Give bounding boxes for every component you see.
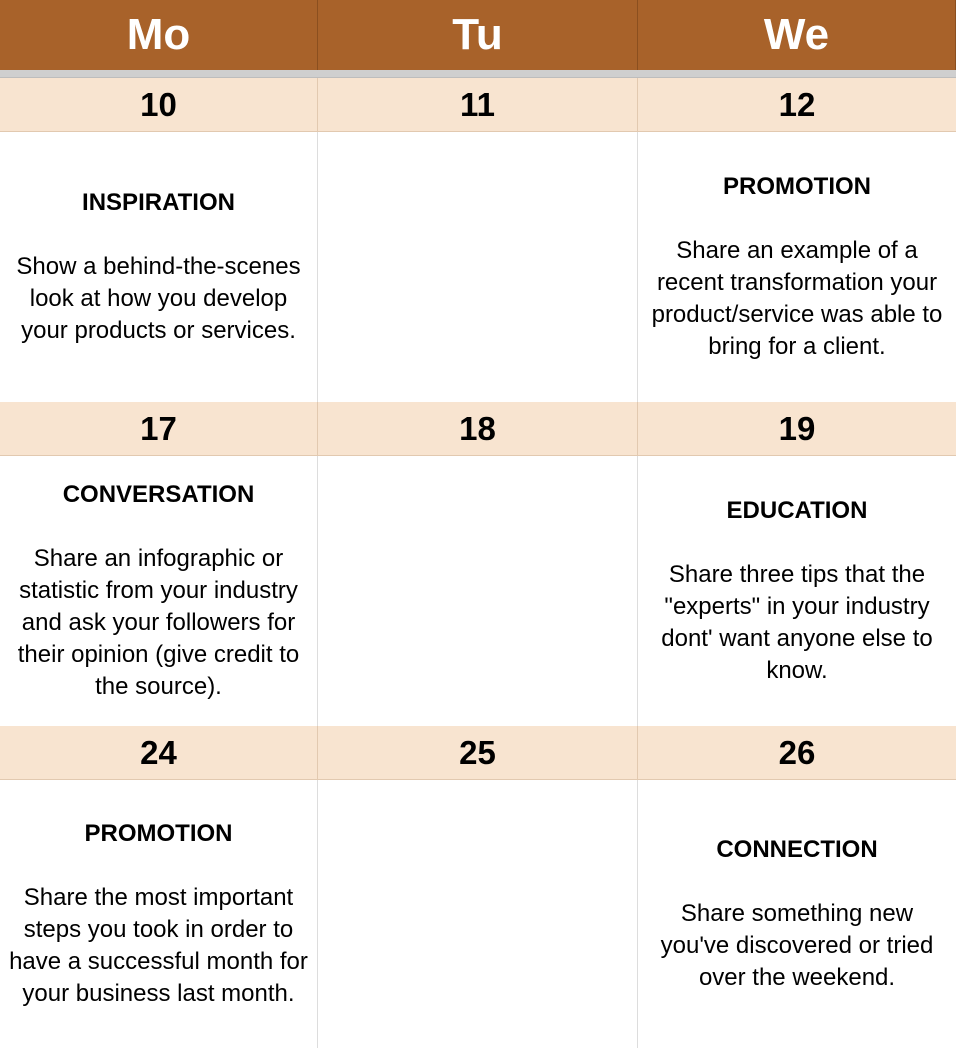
date-cell[interactable]: 17 [0,402,318,456]
content-cell-empty[interactable] [318,780,638,1048]
date-cell[interactable]: 25 [318,726,638,780]
content-cell-empty[interactable] [318,132,638,402]
post-description: Share three tips that the "experts" in your industry dont' want anyone else to know. [661,561,933,684]
date-cell[interactable]: 11 [318,78,638,132]
header-separator [0,70,956,78]
post-description: Share an example of a recent transformation your product/service was able to bring for a client. [651,237,943,360]
day-header-wednesday: We [638,0,956,70]
day-header-monday: Mo [0,0,318,70]
content-cell[interactable] [638,132,956,402]
post-description: Share an infographic or statistic from your industry and ask your followers for their opinion (give credit to the source). [17,545,300,700]
day-header-tuesday: Tu [318,0,638,70]
date-cell[interactable]: 26 [638,726,956,780]
date-cell[interactable]: 19 [638,402,956,456]
date-cell[interactable]: 12 [638,78,956,132]
content-cell[interactable] [0,456,318,726]
content-cell[interactable] [638,456,956,726]
content-cell-empty[interactable] [318,456,638,726]
content-cell[interactable] [638,780,956,1048]
date-cell[interactable]: 24 [0,726,318,780]
date-cell[interactable]: 10 [0,78,318,132]
post-category: PROMOTION [723,173,871,200]
content-cell[interactable] [0,780,318,1048]
post-category: INSPIRATION [82,189,235,216]
post-category: PROMOTION [84,820,233,847]
post-description: Share something new you've discovered or tried over the weekend. [660,900,934,991]
date-cell[interactable]: 18 [318,402,638,456]
post-category: EDUCATION [726,497,868,524]
post-description: Show a behind-the-scenes look at how you develop your products or services. [16,253,301,344]
post-category: CONVERSATION [62,481,255,508]
post-category: CONNECTION [716,836,878,863]
post-description: Share the most important steps you took in order to have a successful month for your business last month. [9,884,308,1007]
content-cell[interactable] [0,132,318,402]
